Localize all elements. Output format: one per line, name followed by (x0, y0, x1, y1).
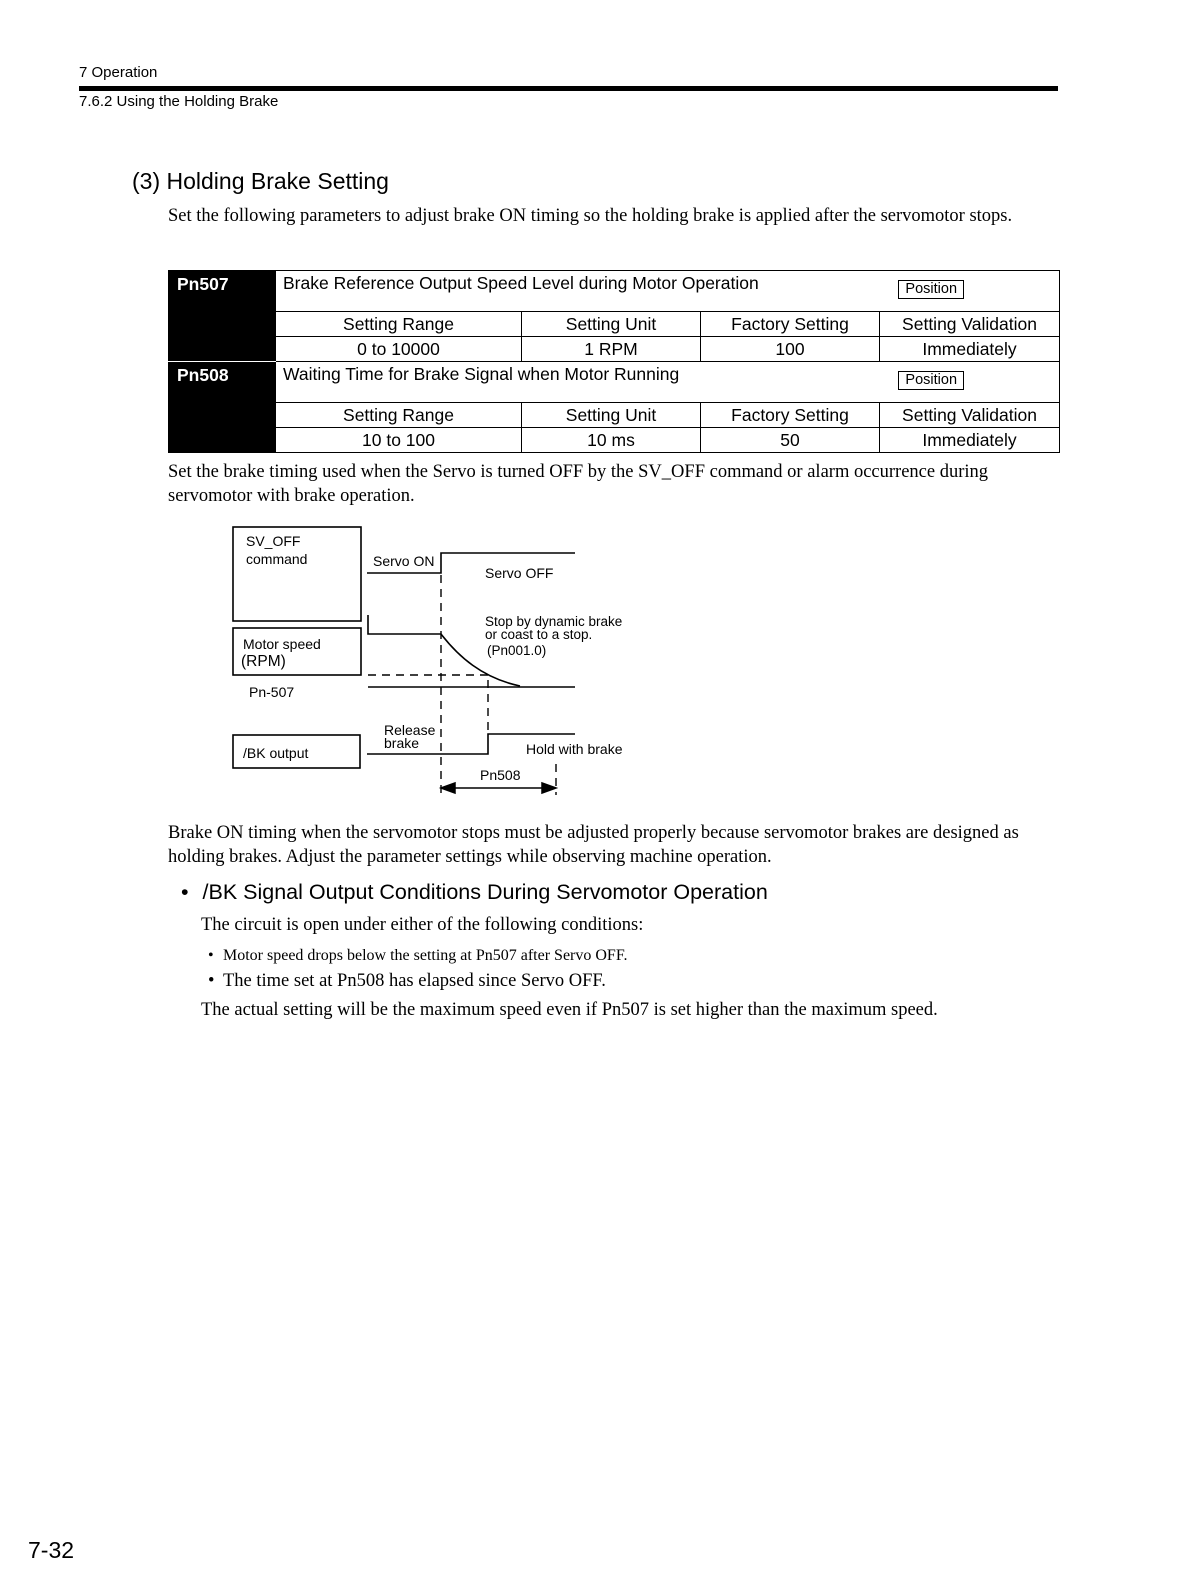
stop-label-line1: Stop by dynamic brake (485, 614, 623, 629)
section-heading: (3) Holding Brake Setting (132, 168, 389, 194)
stop-label-line2: or coast to a stop. (485, 627, 593, 642)
brake-timing-diagram (220, 520, 640, 802)
bk-output-label: /BK output (243, 745, 309, 761)
param-title-text: Waiting Time for Brake Signal when Motor Running (283, 364, 680, 384)
value-setting-range: 10 to 100 (276, 428, 522, 453)
param-title (276, 271, 1060, 312)
value-factory-setting: 100 (701, 337, 880, 362)
motor-speed-label: Motor speed (243, 636, 321, 652)
position-badge: Position (898, 280, 964, 299)
speed-waveform (368, 615, 441, 634)
header-section: 7.6.2 Using the Holding Brake (79, 93, 279, 110)
page-number: 7-32 (28, 1537, 75, 1563)
bk-conditions-intro: The circuit is open under either of the following conditions: (201, 915, 644, 935)
header-setting-unit: Setting Unit (522, 403, 701, 428)
bullet-glyph: • (208, 971, 215, 991)
bk-section-title: /BK Signal Output Conditions During Servomotor Operation (202, 880, 768, 904)
servo-on-label: Servo ON (373, 553, 435, 569)
timing-intro-paragraph: Set the brake timing used when the Servo is turned OFF by the SV_OFF command or alarm occurrence during servomotor with brake operation. (168, 462, 989, 506)
max-speed-note: The actual setting will be the maximum speed even if Pn507 is set higher than the maximum speed. (201, 1000, 938, 1020)
sv-off-label: SV_OFF (246, 533, 301, 549)
condition-text: Motor speed drops below the setting at Pn507 after Servo OFF. (223, 947, 628, 964)
intro-paragraph: Set the following parameters to adjust brake ON timing so the holding brake is applied after the servomotor stops. (168, 206, 1013, 226)
parameter-table (168, 270, 1060, 453)
param-code: Pn508 (169, 362, 276, 453)
pn508-arrow-left-head (441, 783, 455, 793)
header-setting-validation: Setting Validation (880, 403, 1060, 428)
header-setting-unit: Setting Unit (522, 312, 701, 337)
release-label: Release (384, 722, 436, 738)
header-setting-validation: Setting Validation (880, 312, 1060, 337)
brake-label: brake (384, 735, 420, 751)
command-label: command (246, 551, 308, 567)
value-setting-unit: 10 ms (522, 428, 701, 453)
hold-with-brake-label: Hold with brake (526, 741, 623, 757)
param-title-text: Brake Reference Output Speed Level during Motor Operation (283, 273, 759, 293)
position-badge: Position (898, 371, 964, 390)
value-setting-validation: Immediately (880, 337, 1060, 362)
rpm-label: (RPM) (241, 653, 286, 670)
brake-note-paragraph: Brake ON timing when the servomotor stops must be adjusted properly because servomotor brakes are designed as holding brakes. Adjust the parameter settings while observing machine operation. (168, 823, 1019, 867)
condition-text: The time set at Pn508 has elapsed since Servo OFF. (223, 971, 606, 991)
value-setting-unit: 1 RPM (522, 337, 701, 362)
bullet-glyph: • (181, 880, 189, 904)
header-factory-setting: Factory Setting (701, 312, 880, 337)
pn507-label: Pn-507 (249, 684, 295, 700)
stop-label-line3: (Pn001.0) (487, 643, 547, 658)
pn508-label: Pn508 (480, 767, 521, 783)
header-chapter: 7 Operation (79, 64, 158, 81)
bullet-glyph: • (208, 947, 214, 964)
header-factory-setting: Factory Setting (701, 403, 880, 428)
header-rule (79, 86, 1058, 91)
servo-off-label: Servo OFF (485, 565, 554, 581)
header-setting-range: Setting Range (276, 403, 522, 428)
value-factory-setting: 50 (701, 428, 880, 453)
header-setting-range: Setting Range (276, 312, 522, 337)
bk-section-heading (181, 880, 768, 905)
pn508-arrow-right-head (542, 783, 556, 793)
param-code: Pn507 (169, 271, 276, 362)
param-title (276, 362, 1060, 403)
value-setting-validation: Immediately (880, 428, 1060, 453)
value-setting-range: 0 to 10000 (276, 337, 522, 362)
